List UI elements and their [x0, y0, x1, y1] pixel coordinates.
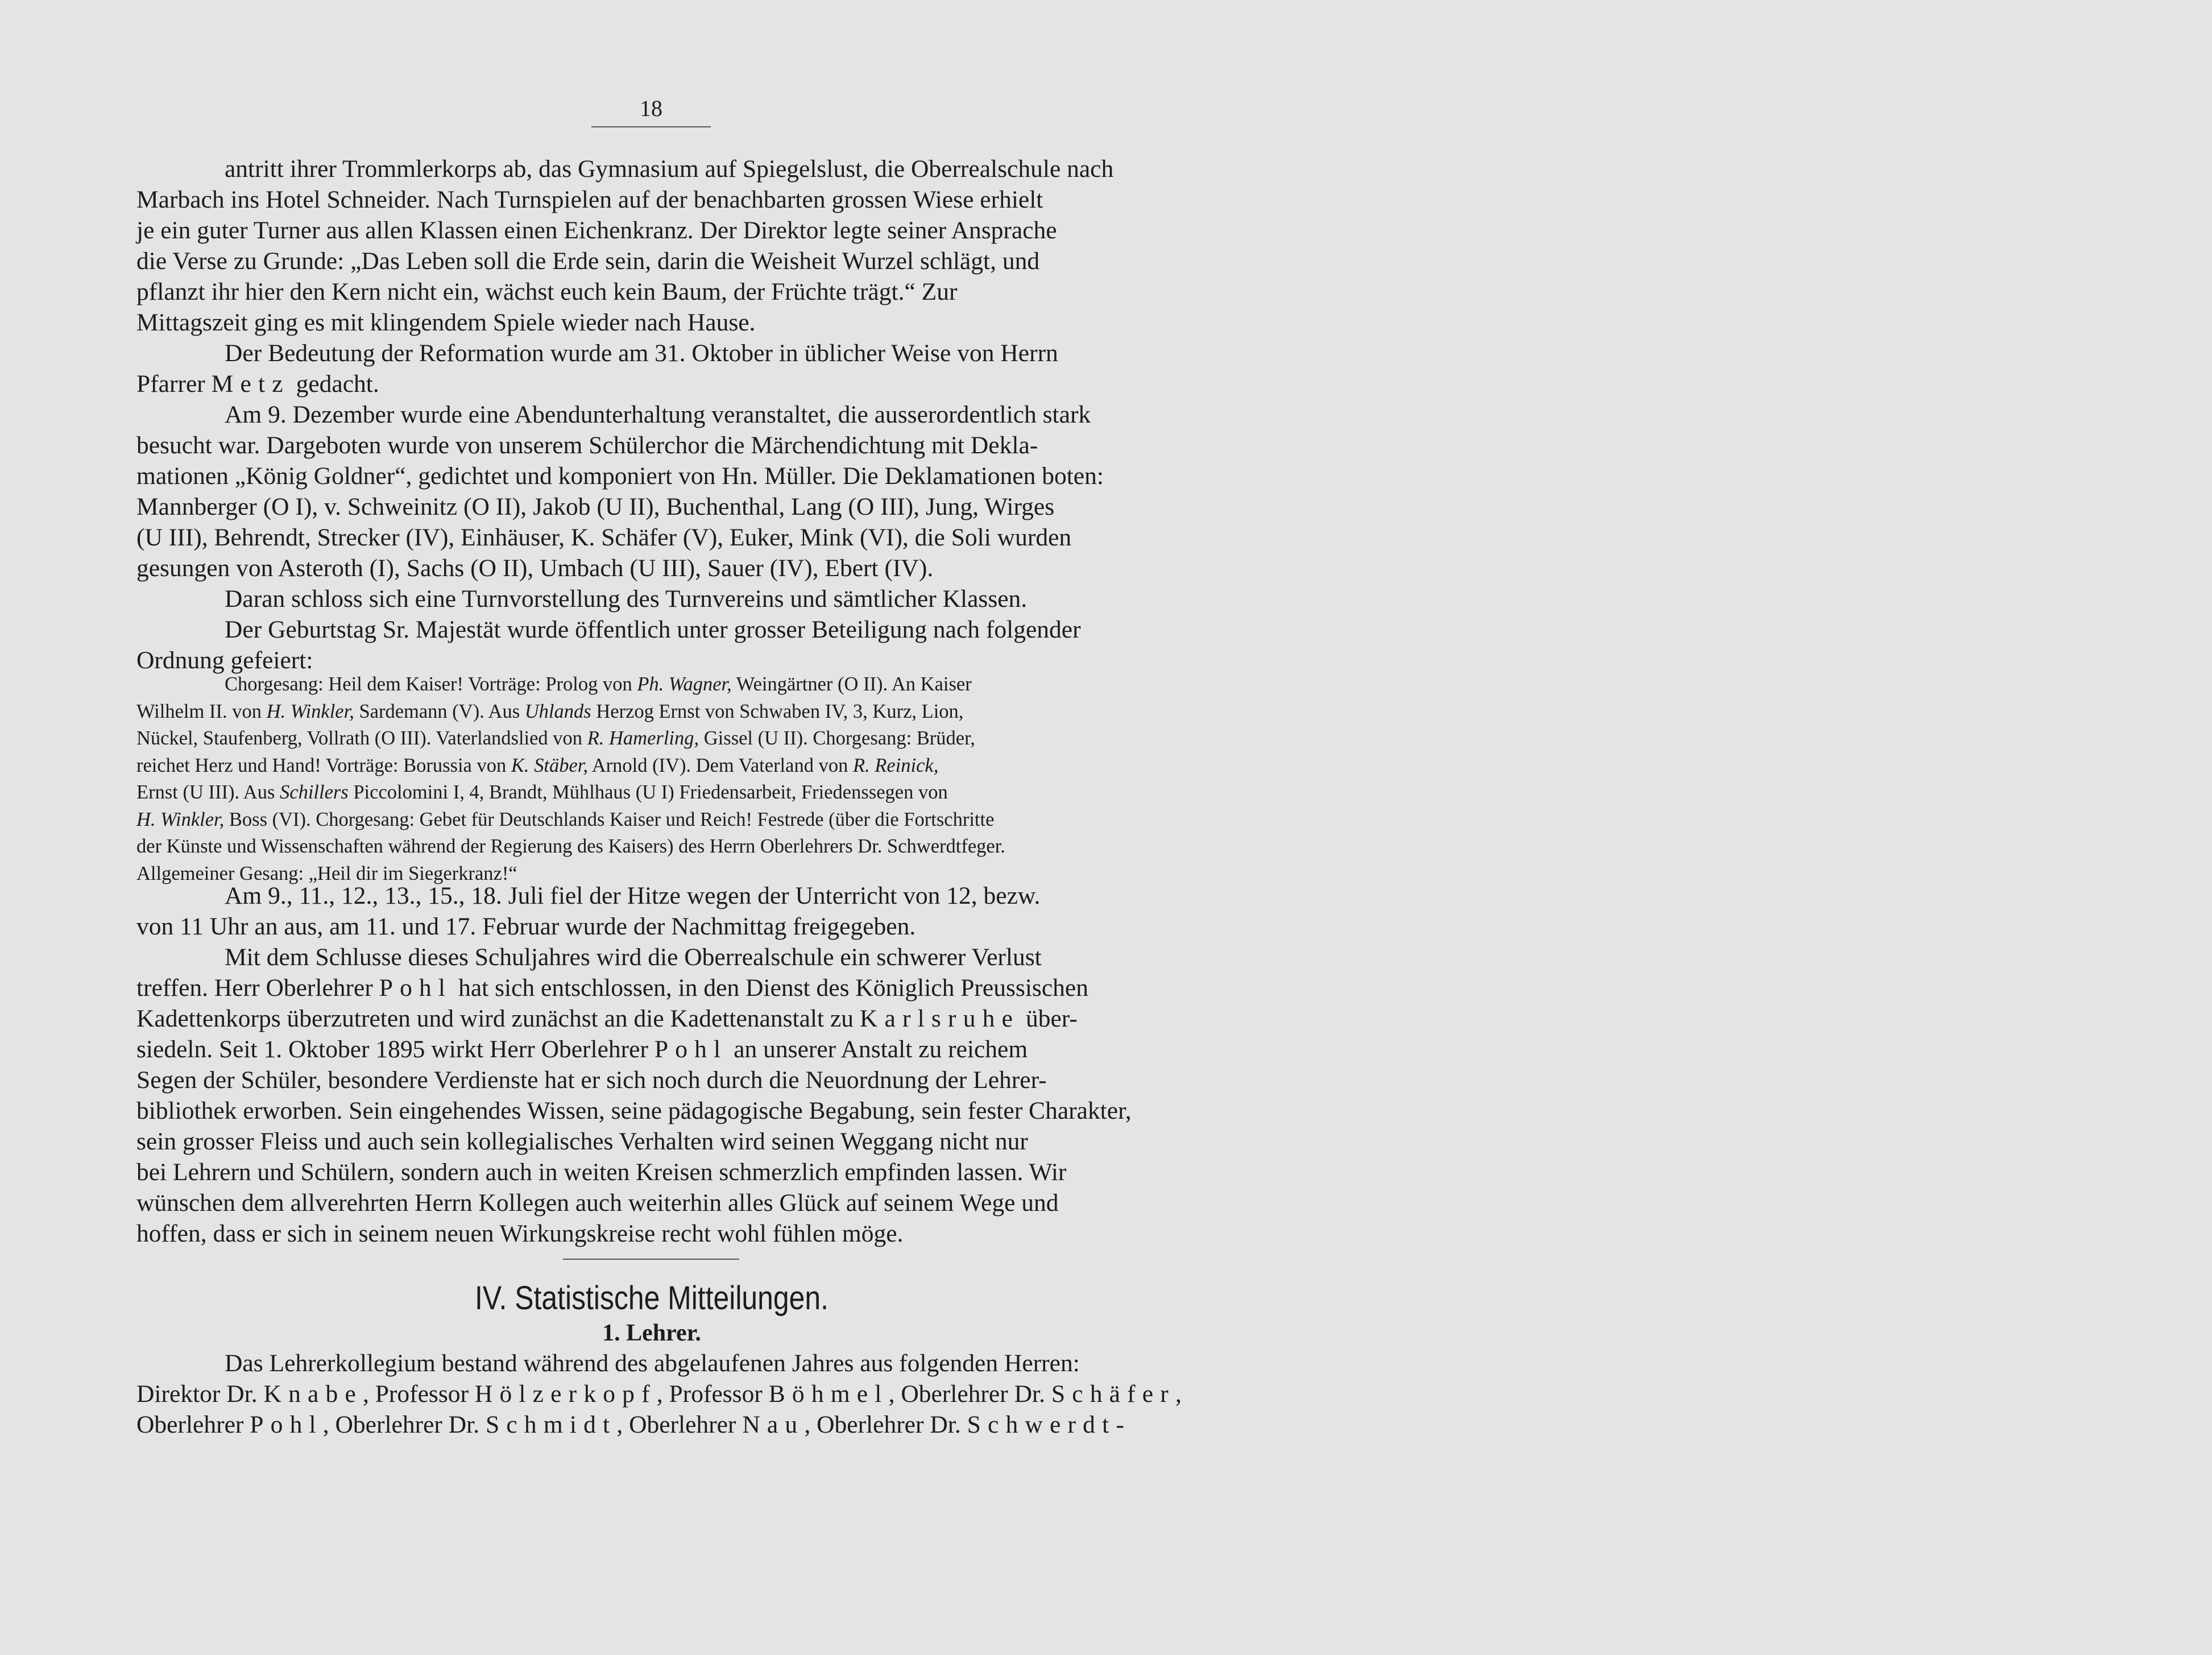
- line-segment: Allgemeiner Gesang: „Heil dir im Siegerkranz!“: [136, 862, 517, 884]
- spaced-name: Schäfer: [1051, 1380, 1175, 1408]
- line-segment: Boss (VI). Chorgesang: Gebet für Deutschlands Kaiser und Reich! Festrede (über die Fortschritte: [224, 808, 995, 830]
- text-line: Mittagszeit ging es mit klingendem Spiele wieder nach Hause.: [136, 309, 756, 336]
- line-segment: Kadettenkorps überzutreten und wird zunächst an die Kadettenanstalt zu: [136, 1005, 860, 1032]
- text-line: [136, 369, 1167, 399]
- line-segment: über-: [1020, 1005, 1078, 1032]
- text-line: sein grosser Fleiss und auch sein kollegialisches Verhalten wird seinen Weggang nicht nur: [136, 1128, 1028, 1155]
- spaced-name: Böhmel: [768, 1380, 889, 1408]
- line-segment: Piccolomini I, 4, Brandt, Mühlhaus (U I) Friedensarbeit, Friedenssegen von: [348, 781, 948, 803]
- text-line: Ordnung gefeiert:: [136, 647, 313, 674]
- italic-author: K. Stäber,: [511, 754, 588, 776]
- text-line: Mit dem Schlusse dieses Schuljahres wird die Oberrealschule ein schwerer Verlust: [225, 944, 1042, 971]
- text-line: pflanzt ihr hier den Kern nicht ein, wächst euch kein Baum, der Früchte trägt.“ Zur: [136, 278, 958, 305]
- line-segment: Nückel, Staufenberg, Vollrath (O III). Vaterlandslied von: [136, 727, 587, 749]
- line-segment: treffen. Herr Oberlehrer: [136, 974, 379, 1002]
- italic-author: H. Winkler,: [136, 808, 225, 830]
- line-segment: Wilhelm II. von: [136, 700, 267, 722]
- line-segment: der Künste und Wissenschaften während der Regierung des Kaisers) des Herrn Oberlehrers Dr. Schwerdtfeger.: [136, 835, 1005, 857]
- line-segment: hat sich entschlossen, in den Dienst des Königlich Preussischen: [452, 974, 1088, 1002]
- text-line: bibliothek erworben. Sein eingehendes Wissen, seine pädagogische Begabung, sein fester Charakter,: [136, 1097, 1132, 1124]
- spaced-name: Hölzerkopf: [474, 1380, 657, 1408]
- text-line: von 11 Uhr an aus, am 11. und 17. Februar wurde der Nachmittag freigegeben.: [136, 913, 916, 940]
- text-line: [136, 1409, 1167, 1440]
- text-line: [136, 1034, 1167, 1065]
- spaced-name: Pohl: [654, 1036, 728, 1063]
- text-line: Der Geburtstag Sr. Majestät wurde öffentlich unter grosser Beteiligung nach folgender: [225, 616, 1081, 643]
- section-heading: IV. Statistische Mitteilungen.: [475, 1280, 829, 1317]
- text-line: Mannberger (O I), v. Schweinitz (O II), Jakob (U II), Buchenthal, Lang (O III), Jung, Wirges: [136, 493, 1055, 520]
- italic-author: R. Reinick,: [852, 754, 939, 776]
- line-segment: Arnold (IV). Dem Vaterland von: [587, 754, 853, 776]
- section-divider: [563, 1259, 739, 1260]
- page-number-rule: [591, 126, 711, 127]
- text-line: je ein guter Turner aus allen Klassen einen Eichenkranz. Der Direktor legte seiner Ansprache: [136, 217, 1057, 244]
- text-line: Marbach ins Hotel Schneider. Nach Turnspielen auf der benachbarten grossen Wiese erhielt: [136, 186, 1043, 213]
- line-segment: Direktor Dr.: [136, 1380, 264, 1408]
- line-segment: Pfarrer: [136, 370, 212, 398]
- line-segment: , Oberlehrer Dr.: [804, 1411, 967, 1438]
- program-line: [136, 752, 1167, 780]
- text-line: wünschen dem allverehrten Herrn Kollegen auch weiterhin alles Glück auf seinem Wege und: [136, 1189, 1059, 1217]
- line-segment: , Oberlehrer Dr.: [888, 1380, 1051, 1408]
- program-line: [136, 725, 1167, 752]
- text-line: Am 9., 11., 12., 13., 15., 18. Juli fiel der Hitze wegen der Unterricht von 12, bezw.: [225, 882, 1041, 909]
- spaced-name: Karlsruhe: [859, 1005, 1020, 1032]
- text-line: bei Lehrern und Schülern, sondern auch in weiten Kreisen schmerzlich empfinden lassen. Wir: [136, 1158, 1067, 1186]
- line-segment: Gissel (U II). Chorgesang: Brüder,: [699, 727, 975, 749]
- line-segment: , Professor: [656, 1380, 769, 1408]
- text-line: Segen der Schüler, besondere Verdienste hat er sich noch durch die Neuordnung der Lehrer-: [136, 1066, 1047, 1094]
- text-line: hoffen, dass er sich in seinem neuen Wirkungskreise recht wohl fühlen möge.: [136, 1220, 904, 1247]
- line-segment: , Oberlehrer Dr.: [322, 1411, 486, 1438]
- text-line: Das Lehrerkollegium bestand während des abgelaufenen Jahres aus folgenden Herren:: [225, 1350, 1080, 1377]
- program-line: [136, 779, 1167, 806]
- spaced-name: Schmidt: [486, 1411, 617, 1438]
- text-line: die Verse zu Grunde: „Das Leben soll die Erde sein, darin die Weisheit Wurzel schlägt, und: [136, 247, 1040, 275]
- page-number: 18: [640, 96, 662, 121]
- text-line: mationen „König Goldner“, gedichtet und komponiert von Hn. Müller. Die Deklamationen boten:: [136, 462, 1104, 490]
- italic-author: Ph. Wagner,: [637, 673, 732, 695]
- text-line: (U III), Behrendt, Strecker (IV), Einhäuser, K. Schäfer (V), Euker, Mink (VI), die Soli wurden: [136, 524, 1072, 551]
- text-line: [136, 973, 1167, 1003]
- spaced-name: Pohl: [379, 974, 453, 1002]
- sub-heading: 1. Lehrer.: [602, 1320, 701, 1346]
- body-text-block-1: [136, 154, 1167, 676]
- line-segment: reichet Herz und Hand! Vorträge: Borussia von: [136, 754, 511, 776]
- body-text-block-2: [136, 880, 1167, 1249]
- italic-author: Schillers: [280, 781, 349, 803]
- spaced-name: Schwerdt-: [967, 1411, 1132, 1438]
- line-segment: gedacht.: [289, 370, 379, 398]
- text-line: gesungen von Asteroth (I), Sachs (O II), Umbach (U III), Sauer (IV), Ebert (IV).: [136, 555, 934, 582]
- text-line: antritt ihrer Trommlerkorps ab, das Gymnasium auf Spiegelslust, die Oberrealschule nach: [225, 155, 1114, 183]
- line-segment: Oberlehrer: [136, 1411, 250, 1438]
- spaced-name: Pohl: [250, 1411, 323, 1438]
- line-segment: , Professor: [362, 1380, 475, 1408]
- text-line: [136, 1003, 1167, 1034]
- spaced-name: Metz: [211, 370, 290, 398]
- program-block: [136, 671, 1167, 887]
- line-segment: Sardemann (V). Aus: [354, 700, 525, 722]
- program-line: [136, 833, 1167, 860]
- line-segment: , Oberlehrer: [616, 1411, 743, 1438]
- line-segment: Chorgesang: Heil dem Kaiser! Vorträge: Prolog von: [225, 673, 637, 695]
- text-line: Daran schloss sich eine Turnvorstellung des Turnvereins und sämtlicher Klassen.: [225, 585, 1028, 613]
- italic-author: H. Winkler,: [266, 700, 354, 722]
- line-segment: Weingärtner (O II). An Kaiser: [731, 673, 972, 695]
- text-line: besucht war. Dargeboten wurde von unserem Schülerchor die Märchendichtung mit Dekla-: [136, 432, 1038, 459]
- program-line: [136, 698, 1167, 726]
- line-segment: siedeln. Seit 1. Oktober 1895 wirkt Herr Oberlehrer: [136, 1036, 655, 1063]
- text-line: [136, 1379, 1182, 1409]
- program-line: [136, 806, 1167, 834]
- text-line: Der Bedeutung der Reformation wurde am 31. Oktober in üblicher Weise von Herrn: [225, 340, 1058, 367]
- spaced-name: Nau: [742, 1411, 805, 1438]
- text-line: Am 9. Dezember wurde eine Abendunterhaltung veranstaltet, die ausserordentlich stark: [225, 401, 1091, 428]
- line-segment: Ernst (U III). Aus: [136, 781, 280, 803]
- italic-author: Uhlands: [524, 700, 591, 722]
- spaced-name: Knabe: [263, 1380, 363, 1408]
- line-segment: Herzog Ernst von Schwaben IV, 3, Kurz, Lion,: [591, 700, 964, 722]
- body-text-block-3: [136, 1348, 1182, 1440]
- line-segment: an unserer Anstalt zu reichem: [727, 1036, 1028, 1063]
- line-segment: ,: [1175, 1380, 1182, 1408]
- italic-author: R. Hamerling,: [587, 727, 699, 749]
- program-line: [136, 671, 1167, 698]
